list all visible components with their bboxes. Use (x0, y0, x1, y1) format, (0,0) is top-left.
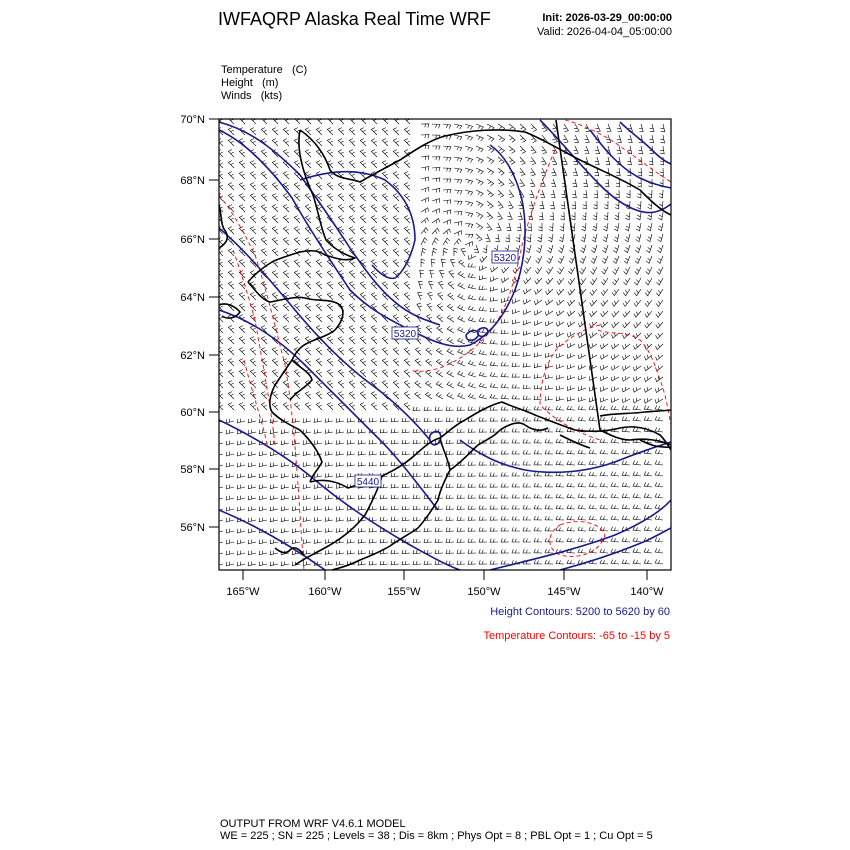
init-time: Init: 2026-03-29_00:00:00 (542, 12, 672, 24)
lon-label-160: 160°W (308, 586, 342, 598)
axis-ticks (209, 119, 647, 580)
svg-text:5320: 5320 (393, 329, 417, 340)
lat-label-70: 70°N (180, 114, 205, 126)
lat-label-68: 68°N (180, 175, 205, 187)
contour-label-1 (492, 251, 518, 264)
field-temperature: Temperature (C) (221, 64, 308, 76)
wind-barbs (215, 117, 665, 566)
temperature-contours-legend: Temperature Contours: -65 to -15 by 5 (483, 630, 670, 642)
height-contours-legend: Height Contours: 5200 to 5620 by 60 (490, 606, 670, 618)
contour-label-3 (355, 475, 381, 488)
lon-label-140: 140°W (630, 586, 664, 598)
model-parameters: WE = 225 ; SN = 225 ; Levels = 38 ; Dis = 8km ; Phys Opt = 8 ; PBL Opt = 1 ; Cu Opt = 5 (220, 830, 653, 842)
lat-label-62: 62°N (180, 350, 205, 362)
lat-label-60: 60°N (180, 407, 205, 419)
svg-text:5440: 5440 (356, 477, 380, 488)
lon-label-145: 145°W (547, 586, 581, 598)
lon-label-150: 150°W (467, 586, 501, 598)
lat-label-58: 58°N (180, 464, 205, 476)
field-winds: Winds (kts) (221, 90, 283, 102)
lon-label-165: 165°W (226, 586, 260, 598)
svg-text:5320: 5320 (493, 253, 517, 264)
lat-label-56: 56°N (180, 522, 205, 534)
contour-label-2 (392, 327, 418, 340)
lon-label-155: 155°W (387, 586, 421, 598)
chart-title: IWFAQRP Alaska Real Time WRF (218, 9, 491, 29)
lat-label-64: 64°N (180, 292, 205, 304)
wind-barb-field (215, 117, 665, 566)
model-output-title: OUTPUT FROM WRF V4.6.1 MODEL (220, 818, 406, 830)
valid-time: Valid: 2026-04-04_05:00:00 (537, 26, 672, 38)
lat-label-66: 66°N (180, 234, 205, 246)
field-height: Height (m) (221, 77, 279, 89)
